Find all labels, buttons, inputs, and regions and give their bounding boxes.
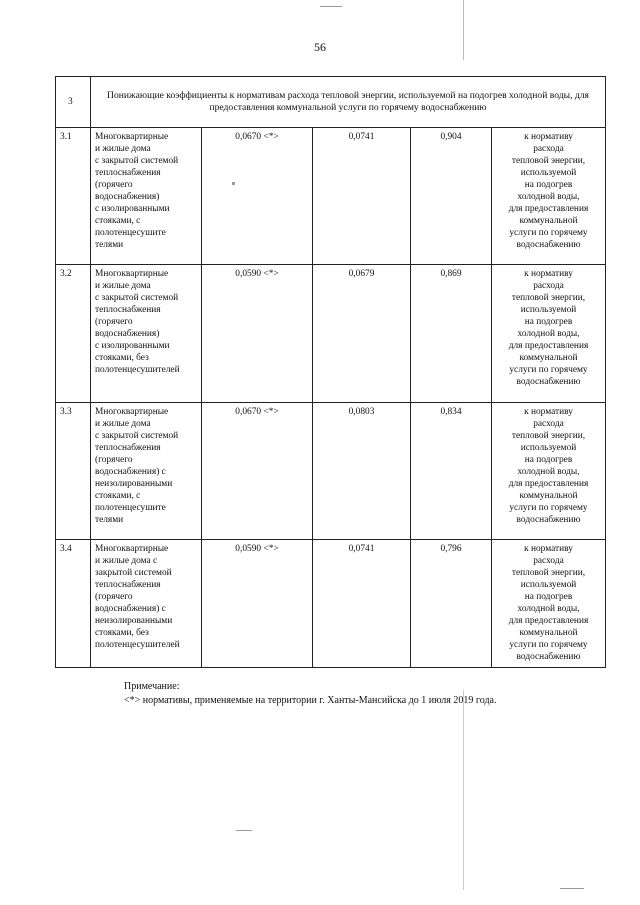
row-value-1: 0,0590 <*>	[202, 540, 313, 668]
row-value-1: 0,0590 <*>	[202, 265, 313, 403]
footnote-label: Примечание:	[124, 681, 180, 692]
row-value-2: 0,0803	[313, 403, 411, 540]
row-value-3: 0,796	[411, 540, 492, 668]
row-value-3: 0,904	[411, 128, 492, 265]
scan-artifact-line	[463, 0, 464, 60]
footnote-text: <*> нормативы, применяемые на территории г. Ханты-Мансийска до 1 июля 2019 года.	[124, 695, 497, 706]
row-value-2: 0,0741	[313, 540, 411, 668]
table-row	[56, 265, 606, 403]
row-description: Многоквартирные и жилые дома с закрытой системой теплоснабжения (горячего водоснабжения) с изолированными стояками, с полотенцесушите телями	[91, 128, 202, 265]
scan-speck	[236, 830, 252, 831]
row-value-1: 0,0670 <*>	[202, 128, 313, 265]
row-number: 3.1	[56, 128, 91, 265]
table-row	[56, 540, 606, 668]
coefficients-table	[55, 76, 606, 668]
row-value-1: 0,0670 <*>	[202, 403, 313, 540]
row-number: 3.3	[56, 403, 91, 540]
row-description: Многоквартирные и жилые дома с закрытой системой теплоснабжения (горячего водоснабжения) с неизолированными стояками, без полотенцесушителей	[91, 540, 202, 668]
row-value-3: 0,869	[411, 265, 492, 403]
section-header-row	[56, 77, 606, 128]
section-title: Понижающие коэффициенты к нормативам расхода тепловой энергии, используемой на подогрев холодной воды, для предоставления коммунальной услуги по горячему водоснабжению	[91, 77, 606, 128]
row-number: 3.2	[56, 265, 91, 403]
row-value-2: 0,0679	[313, 265, 411, 403]
scan-speck	[320, 6, 342, 7]
row-description: Многоквартирные и жилые дома с закрытой системой теплоснабжения (горячего водоснабжения) с неизолированными стояками, с полотенцесушите телями	[91, 403, 202, 540]
row-number: 3.4	[56, 540, 91, 668]
page-number: 56	[314, 40, 326, 54]
row-value-2: 0,0741	[313, 128, 411, 265]
footnote	[124, 680, 496, 708]
table-row	[56, 403, 606, 540]
table-row	[56, 128, 606, 265]
row-description: Многоквартирные и жилые дома с закрытой системой теплоснабжения (горячего водоснабжения) с изолированными стояками, без полотенцесушителей	[91, 265, 202, 403]
scan-speck	[560, 888, 584, 889]
row-note: к нормативу расхода тепловой энергии, используемой на подогрев холодной воды, для предоставления коммунальной услуги по горячему водоснабжению	[492, 540, 606, 668]
section-number: 3	[56, 77, 91, 128]
scan-artifact-line	[463, 690, 464, 890]
row-note: к нормативу расхода тепловой энергии, используемой на подогрев холодной воды, для предоставления коммунальной услуги по горячему водоснабжению	[492, 403, 606, 540]
row-note: к нормативу расхода тепловой энергии, используемой на подогрев холодной воды, для предоставления коммунальной услуги по горячему водоснабжению	[492, 128, 606, 265]
row-value-3: 0,834	[411, 403, 492, 540]
row-note: к нормативу расхода тепловой энергии, используемой на подогрев холодной воды, для предоставления коммунальной услуги по горячему водоснабжению	[492, 265, 606, 403]
